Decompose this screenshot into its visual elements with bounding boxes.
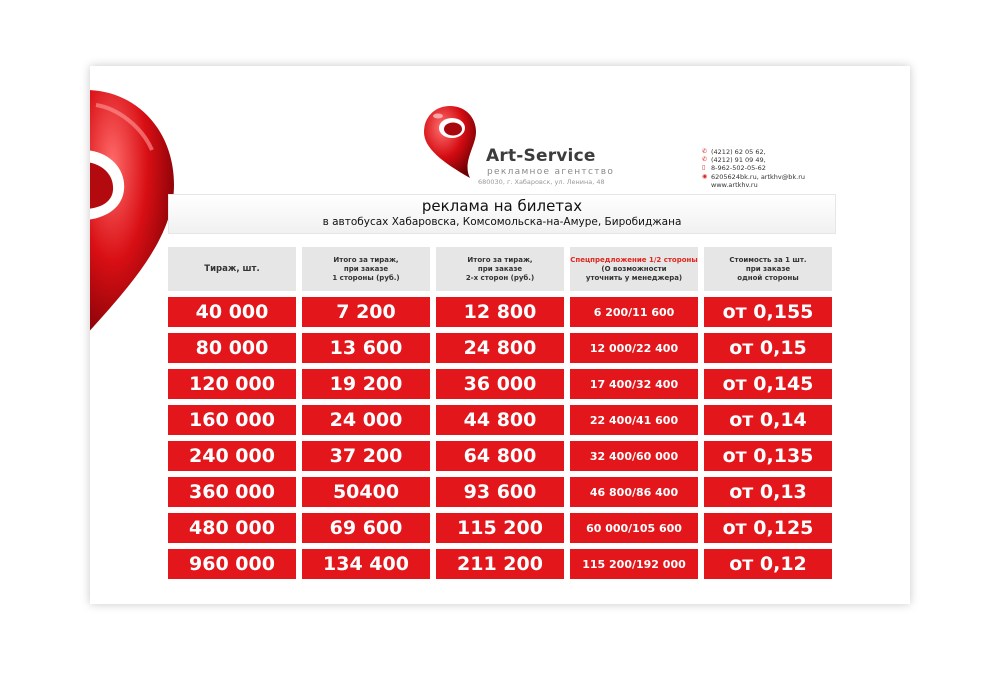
contact-row [702, 156, 805, 164]
pin-decoration-icon [90, 90, 176, 340]
contact-text[interactable]: 6205624bk.ru, artkhv@bk.ru [711, 172, 806, 181]
table-row [168, 405, 832, 435]
logo-pin-icon [422, 104, 478, 180]
contact-row [702, 181, 805, 189]
cell-quantity: 80 000 [168, 333, 296, 363]
cell-unit-cost: от 0,125 [704, 513, 832, 543]
mobile-icon: ▯ [702, 164, 706, 172]
table-row [168, 441, 832, 471]
table-row [168, 333, 832, 363]
cell-quantity: 40 000 [168, 297, 296, 327]
table-header [168, 247, 832, 291]
cell-quantity: 120 000 [168, 369, 296, 399]
contact-text: (4212) 91 09 49, [711, 156, 766, 165]
cell-one-side: 37 200 [302, 441, 430, 471]
column-header-quantity: Тираж, шт. [168, 247, 296, 291]
contact-row [702, 164, 805, 172]
cell-quantity: 160 000 [168, 405, 296, 435]
cell-two-sides: 24 800 [436, 333, 564, 363]
cell-one-side: 19 200 [302, 369, 430, 399]
brand-name: Art-Service [486, 146, 596, 166]
cell-special-offer: 12 000/22 400 [570, 333, 698, 363]
cell-two-sides: 211 200 [436, 549, 564, 579]
email-icon: ◉ [702, 172, 708, 180]
cell-two-sides: 12 800 [436, 297, 564, 327]
headline-subtitle: в автобусах Хабаровска, Комсомольска-на-Амуре, Биробиджана [322, 216, 682, 228]
table-body [168, 297, 832, 585]
table-row [168, 297, 832, 327]
phone-icon: ✆ [702, 148, 708, 155]
table-row [168, 513, 832, 543]
cell-one-side: 13 600 [302, 333, 430, 363]
cell-two-sides: 44 800 [436, 405, 564, 435]
brand-address: 680030, г. Хабаровск, ул. Ленина, 48 [478, 178, 605, 186]
cell-two-sides: 64 800 [436, 441, 564, 471]
cell-quantity: 480 000 [168, 513, 296, 543]
cell-one-side: 69 600 [302, 513, 430, 543]
cell-special-offer: 17 400/32 400 [570, 369, 698, 399]
phone-icon: ✆ [702, 156, 708, 164]
column-header-one-side: Итого за тираж, при заказе 1 стороны (руб.) [302, 247, 430, 291]
column-header-unit-cost: Стоимость за 1 шт. при заказе одной стороны [704, 247, 832, 291]
cell-one-side: 50400 [302, 477, 430, 507]
headline-banner [168, 194, 836, 234]
cell-two-sides: 36 000 [436, 369, 564, 399]
table-row [168, 477, 832, 507]
table-row [168, 369, 832, 399]
contact-row [702, 173, 805, 181]
cell-one-side: 24 000 [302, 405, 430, 435]
table-row [168, 549, 832, 579]
cell-unit-cost: от 0,12 [704, 549, 832, 579]
cell-two-sides: 93 600 [436, 477, 564, 507]
cell-unit-cost: от 0,155 [704, 297, 832, 327]
cell-special-offer: 22 400/41 600 [570, 405, 698, 435]
cell-one-side: 134 400 [302, 549, 430, 579]
cell-unit-cost: от 0,14 [704, 405, 832, 435]
cell-quantity: 360 000 [168, 477, 296, 507]
cell-special-offer: 115 200/192 000 [570, 549, 698, 579]
contact-row [702, 148, 805, 156]
cell-unit-cost: от 0,145 [704, 369, 832, 399]
cell-unit-cost: от 0,13 [704, 477, 832, 507]
cell-quantity: 960 000 [168, 549, 296, 579]
cell-one-side: 7 200 [302, 297, 430, 327]
contact-text: (4212) 62 05 62, [711, 148, 766, 156]
cell-quantity: 240 000 [168, 441, 296, 471]
column-header-special-offer: Спецпредложение 1/2 стороны (О возможности уточнить у менеджера) [570, 247, 698, 291]
cell-special-offer: 60 000/105 600 [570, 513, 698, 543]
cell-two-sides: 115 200 [436, 513, 564, 543]
cell-unit-cost: от 0,15 [704, 333, 832, 363]
cell-special-offer: 32 400/60 000 [570, 441, 698, 471]
column-header-two-sides: Итого за тираж, при заказе 2-х сторон (руб.) [436, 247, 564, 291]
cell-special-offer: 6 200/11 600 [570, 297, 698, 327]
cell-unit-cost: от 0,135 [704, 441, 832, 471]
website-link[interactable]: www.artkhv.ru [711, 180, 758, 189]
cell-special-offer: 46 800/86 400 [570, 477, 698, 507]
contacts-block [702, 148, 805, 189]
price-sheet [90, 66, 910, 604]
brand-subtitle: рекламное агентство [487, 167, 615, 177]
contact-text: 8-962-502-05-62 [711, 164, 766, 173]
headline-title: реклама на билетах [421, 197, 583, 215]
